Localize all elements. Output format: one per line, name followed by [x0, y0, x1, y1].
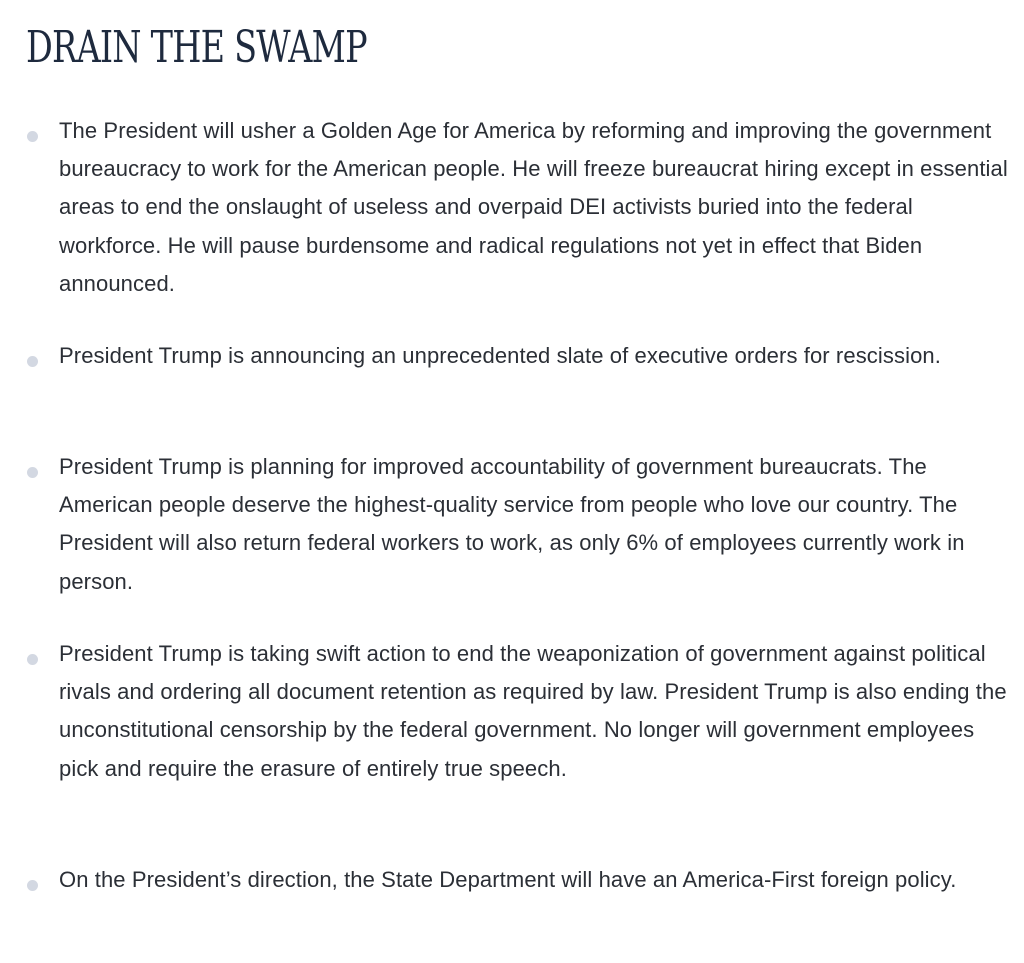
bullet-text: On the President’s direction, the State Department will have an America-First foreign policy. [59, 867, 957, 892]
bullet-dot-icon [27, 467, 38, 478]
bullet-dot-icon [27, 131, 38, 142]
bullet-text: The President will usher a Golden Age for America by reforming and improving the government bureaucracy to work for the American people. He will freeze bureaucrat hiring except in essential areas to end the onslaught of useless and overpaid DEI activists buried into the federal workforce. He will pause burdensome and radical regulations not yet in effect that Biden announced. [59, 118, 1008, 296]
bullet-text: President Trump is taking swift action to end the weaponization of government against political rivals and ordering all document retention as required by law. President Trump is also ending the unconstitutional censorship by the federal government. No longer will government employees pick and require the erasure of entirely true speech. [59, 641, 1007, 781]
bullet-dot-icon [27, 880, 38, 891]
bullet-text: President Trump is planning for improved accountability of government bureaucrats. The American people deserve the highest-quality service from people who love our country. The President will also return federal workers to work, as only 6% of employees currently work in person. [59, 454, 965, 594]
bullet-text: President Trump is announcing an unprecedented slate of executive orders for rescission. [59, 343, 941, 368]
section-heading: DRAIN THE SWAMP [26, 22, 367, 73]
bullet-dot-icon [27, 356, 38, 367]
bullet-dot-icon [27, 654, 38, 665]
